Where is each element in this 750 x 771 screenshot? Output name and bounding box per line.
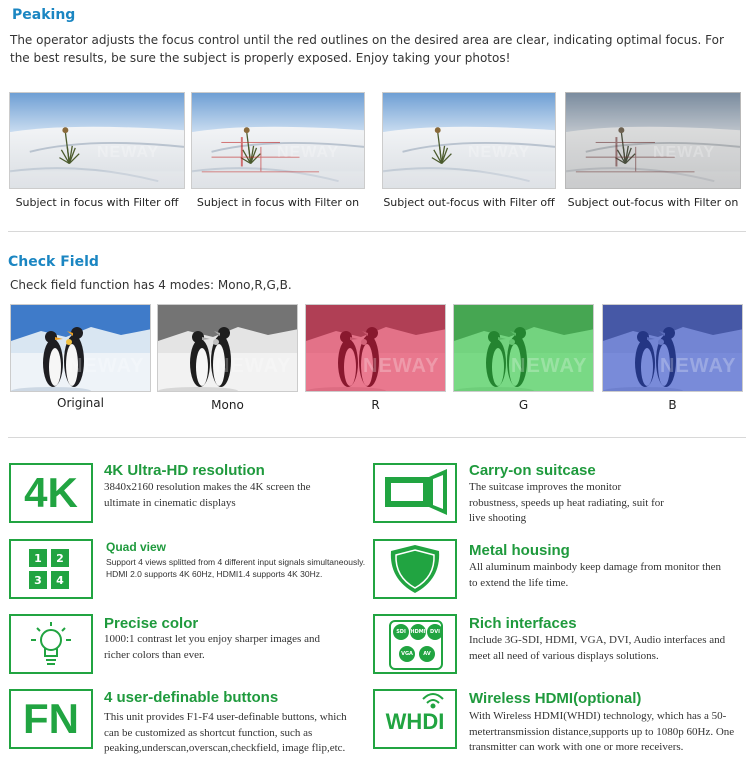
feature-title: Wireless HDMI(optional) (469, 690, 642, 707)
4k-text: 4K (24, 469, 78, 516)
feature-description: Support 4 views splitted from 4 different input signals simultaneously. HDMI 2.0 supports 4K 60Hz, HDMI1.4 supports 4K 30Hz. (106, 557, 366, 579)
feature-description: The suitcase improves the monitor robustness, speeds up heat radiating, suit for live shooting (469, 481, 664, 524)
penguin-photo (10, 304, 151, 392)
quad-cell: 2 (51, 549, 69, 567)
feature-description: 3840x2160 resolution makes the 4K screen the ultimate in cinematic displays (104, 481, 311, 509)
penguin-photo-caption: Mono (211, 398, 244, 412)
desert-photo-caption: Subject out-focus with Filter off (383, 196, 555, 209)
penguin-photo (157, 304, 298, 392)
penguin-photo-caption: B (668, 398, 677, 412)
watermark: NEWAY (277, 144, 340, 161)
fn-icon (9, 689, 93, 749)
quad-cell: 4 (51, 571, 69, 589)
feature-title: 4K Ultra-HD resolution (104, 462, 265, 479)
feature-description: This unit provides F1-F4 user-definable buttons, which can be customized as shortcut function, such as peaking,underscan,overscan,checkfield, image flip,etc. (104, 711, 347, 754)
quad-view-icon (9, 539, 93, 599)
watermark: NEWAY (68, 355, 145, 377)
lightbulb-icon (9, 614, 93, 674)
port-label: DVI (427, 624, 443, 640)
quad-cell: 1 (29, 549, 47, 567)
port-label: SDI (393, 624, 409, 640)
watermark: NEWAY (97, 144, 160, 161)
peaking-title: Peaking (12, 7, 76, 23)
penguin-photo-caption: R (371, 398, 380, 412)
fn-text: FN (23, 695, 79, 742)
desert-photo (382, 92, 556, 189)
feature-title: 4 user-definable buttons (104, 689, 279, 706)
port-label: AV (419, 646, 435, 662)
watermark: NEWAY (468, 144, 531, 161)
feature-title: Precise color (104, 615, 199, 632)
watermark: NEWAY (653, 144, 716, 161)
wireless-icon (373, 689, 457, 749)
whdi-text: WHDI (385, 709, 445, 734)
desert-photo (9, 92, 185, 189)
4k-icon (9, 463, 93, 523)
desert-photo-caption: Subject in focus with Filter off (15, 196, 179, 209)
feature-title: Metal housing (469, 542, 570, 559)
penguin-photo-caption: Original (57, 396, 104, 410)
desert-photo (191, 92, 365, 189)
watermark: NEWAY (215, 355, 292, 377)
feature-title: Quad view (106, 540, 167, 554)
suitcase-icon (373, 463, 457, 523)
check-field-title: Check Field (8, 254, 99, 270)
feature-description: All aluminum mainbody keep damage from monitor then to extend the life time. (469, 561, 722, 589)
desert-photo-caption: Subject in focus with Filter on (196, 196, 360, 209)
port-label: HDMI (410, 624, 426, 640)
feature-description: Include 3G-SDI, HDMI, VGA, DVI, Audio interfaces and meet all need of various displays solutions. (469, 634, 726, 662)
watermark: NEWAY (363, 355, 440, 377)
divider (8, 437, 746, 438)
shield-icon (373, 539, 457, 599)
divider (8, 231, 746, 232)
quad-cell: 3 (29, 571, 47, 589)
peaking-description: The operator adjusts the focus control until the red outlines on the desired area are clear, indicating optimal focus. For the best results, be sure the subject is properly exposed. Enjoy taking your photos! (10, 33, 724, 65)
watermark: NEWAY (660, 355, 737, 377)
desert-photo-caption: Subject out-focus with Filter on (567, 196, 739, 209)
feature-title: Rich interfaces (469, 615, 577, 632)
watermark: NEWAY (511, 355, 588, 377)
penguin-photo-caption: G (518, 398, 529, 412)
feature-description: With Wireless HDMI(WHDI) technology, which has a 50-metertransmission distance,supports up to 1080p 60Hz. One transmitter can work with one or more receivers. (469, 710, 735, 753)
check-field-description: Check field function has 4 modes: Mono,R,G,B. (10, 278, 292, 292)
desert-photo (565, 92, 741, 189)
interfaces-icon (373, 614, 457, 674)
penguin-photo (602, 304, 743, 392)
penguin-photo (305, 304, 446, 392)
feature-title: Carry-on suitcase (469, 462, 596, 479)
feature-description: 1000:1 contrast let you enjoy sharper images and richer colors than ever. (104, 633, 320, 661)
penguin-photo (453, 304, 594, 392)
port-label: VGA (399, 646, 415, 662)
